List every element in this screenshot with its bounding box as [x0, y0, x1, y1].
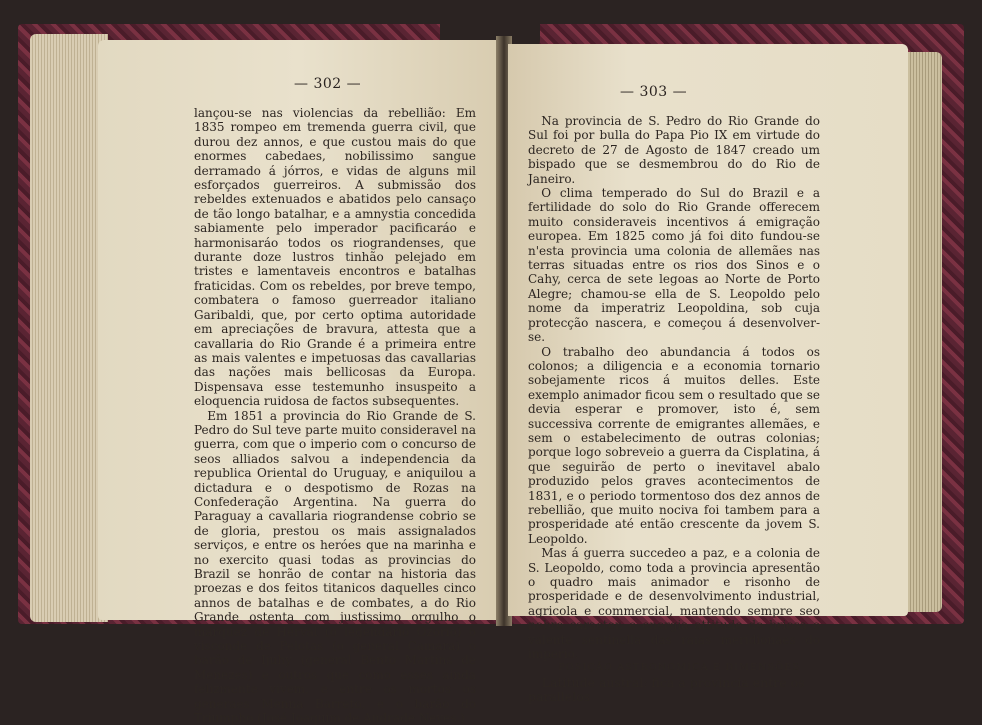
right-page	[508, 44, 908, 705]
left-page	[98, 40, 502, 725]
right-page-number: — 303 —	[620, 84, 688, 100]
paragraph: lançou-se nas violencias da rebellião: Em 1835 rompeo em tremenda guerra civil, que durou dez annos, e que custou mais do que enormes cabedaes, nobilissimo sangue derramado á jórros, e vidas de alguns mil esforçados guerreiros. A submissão dos rebeldes extenuados e abatidos pelo cansaço de tão longo batalhar, e a amnystia concedida sabiamente pelo imperador pacificaráo e harmonisaráo todos os riograndenses, que durante doze lustros tinhão pelejado em tristes e lamentaveis encontros e batalhas fraticidas. Com os rebeldes, por breve tempo, combatera o famoso guerreador italiano Garibaldi, que, por certo optima autoridade em apreciações de bravura, attesta que a cavallaria do Rio Grande é a primeira entre as mais valentes e impetuosas das cavallarias das nações mais bellicosas da Europa. Dispensava esse testemunho insuspeito a eloquencia ruidosa de factos subsequentes.	[194, 106, 476, 409]
section-heading: POSIÇÃO ASTRONOMICA E DIMENSÕES	[558, 662, 801, 674]
paragraph-start: Latitude austral: fica a provincia entre os parallelos	[528, 674, 805, 705]
right-page-edges	[902, 52, 942, 612]
paragraph: Na provincia de S. Pedro do Rio Grande do Sul foi por bulla do Papa Pio IX em virtude do decreto de 27 de Agosto de 1847 creado um bispado que se desmembrou do do Rio de Janeiro.	[528, 114, 820, 186]
right-page-body	[528, 114, 820, 705]
left-page-number: — 302 —	[294, 76, 362, 92]
paragraph: Mas á guerra succedeo a paz, e a colonia de S. Leopoldo, como toda a provincia apresentão o quadro mais animador e risonho de prosperidade e de desenvolvimento industrial, agricola e commercial, mantendo sempre seo nobre caracter, e energia attitude de briosa e valente sentinella das raias meridionaes do imperio.	[528, 546, 820, 662]
left-page-edges	[30, 34, 108, 622]
paragraph: O trabalho deo abundancia á todos os colonos; a diligencia e a economia tornario sobejamente ricos á muitos delles. Este exemplo animador ficou sem o resultado que se devia esperar e promover, isto é, sem successiva corrente de emigrantes allemães, e sem o estabelecimento de outras colonias; porque logo sobreveio a guerra da Cisplatina, á que seguirão de perto o inevitavel abalo produzido pelos graves acontecimentos de 1831, e o periodo tormentoso dos dez annos de rebellião, que muito nociva foi tambem para a prosperidade até então crescente da jovem S. Leopoldo.	[528, 344, 820, 546]
left-page-body	[194, 106, 476, 725]
paragraph: Em 1851 a provincia do Rio Grande de S. Pedro do Sul teve parte muito consideravel na guerra, com que o imperio com o concurso de seos alliados salvou a independencia da republica Oriental do Uruguay, e aniquilou a dictadura e o despotismo de Rozas na Confederação Argentina. Na guerra do Paraguay a cavallaria riograndense cobrio se de gloria, prestou os mais assignalados serviços, e entre os heróes que na marinha e no exercito quasi todas as provincias do Brazil se honrão de contar na historia das proezas e dos feitos titanicos daquelles cinco annos de batalhas e de combates, a do Rio Grande ostenta com justissimo orgulho o marquez de Herval (o legendario Ozorio) o visconde de Pelotas (o general Camara) o barão de Ijuhy (general Bento Martins de Menezes) e outros que como esses ainda felizmente vivem, e entre os mortos os generaes Menna Barreto, e o barão do Triumpho (José Joaquim de Andrade Neves.)	[194, 408, 476, 725]
paragraph: O clima temperado do Sul do Brazil e a fertilidade do solo do Rio Grande offerecem muito consideraveis incentivos á emigração europea. Em 1825 como já foi dito fundou-se n'esta provincia uma colonia de allemães nas terras situadas entre os rios dos Sinos e o Cahy, cerca de sete legoas ao Norte de Porto Alegre; chamou-se ella de S. Leopoldo pelo nome da imperatriz Leopoldina, sob cuja protecção nascera, e começou á desenvolver-se.	[528, 186, 820, 345]
